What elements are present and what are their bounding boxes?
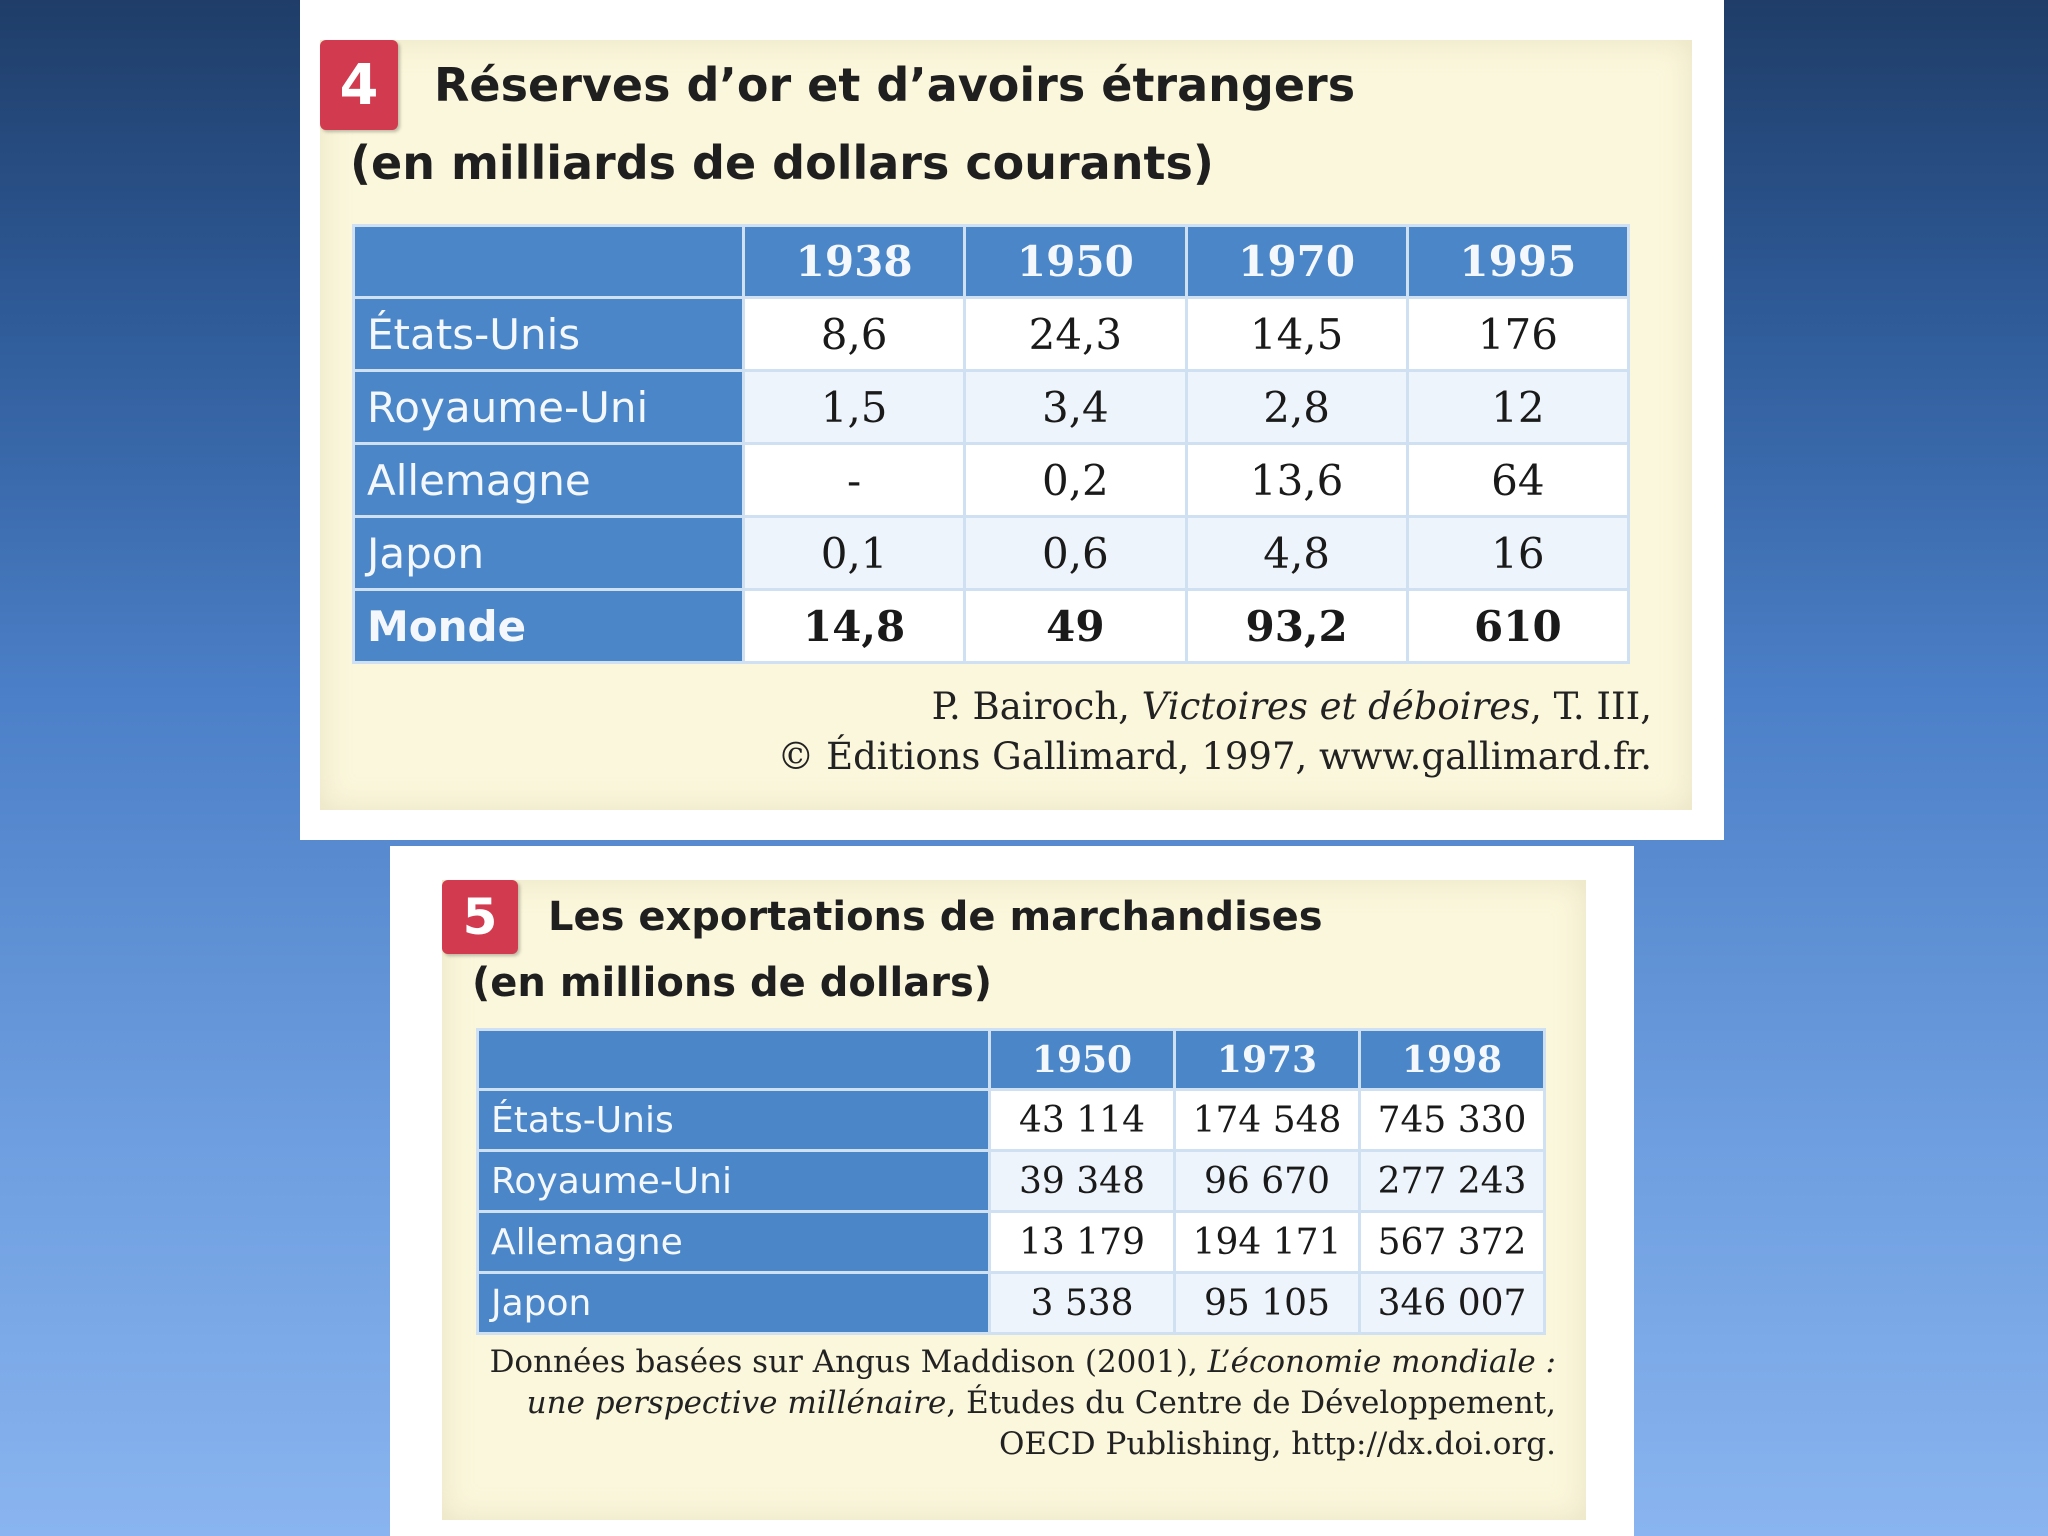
document-4-source xyxy=(777,682,1652,782)
table-corner xyxy=(478,1030,990,1090)
table-row xyxy=(478,1273,1545,1334)
table-row xyxy=(354,371,1629,444)
table-cell: 96 670 xyxy=(1175,1151,1360,1212)
row-label: Japon xyxy=(354,517,744,590)
table-cell: 610 xyxy=(1407,590,1628,663)
table-row xyxy=(354,298,1629,371)
table-cell: 14,8 xyxy=(744,590,965,663)
document-5-source xyxy=(490,1342,1556,1465)
table-row xyxy=(478,1151,1545,1212)
row-label: Royaume-Uni xyxy=(478,1151,990,1212)
table-cell: 194 171 xyxy=(1175,1212,1360,1273)
table-cell: 3,4 xyxy=(965,371,1186,444)
source-line-1 xyxy=(777,682,1652,732)
table-cell: 174 548 xyxy=(1175,1090,1360,1151)
table-cell: - xyxy=(744,444,965,517)
column-header-1950: 1950 xyxy=(965,226,1186,298)
table-cell: 16 xyxy=(1407,517,1628,590)
row-label: Allemagne xyxy=(478,1212,990,1273)
source-line-1 xyxy=(490,1342,1556,1383)
table-cell: 1,5 xyxy=(744,371,965,444)
table-cell: 567 372 xyxy=(1360,1212,1545,1273)
source-line-2: © Éditions Gallimard, 1997, www.gallimard.fr. xyxy=(777,735,1652,778)
document-4-panel xyxy=(300,0,1724,840)
column-header-1973: 1973 xyxy=(1175,1030,1360,1090)
column-header-1995: 1995 xyxy=(1407,226,1628,298)
table-cell: 277 243 xyxy=(1360,1151,1545,1212)
row-label: Monde xyxy=(354,590,744,663)
document-5-subtitle: (en millions de dollars) xyxy=(472,960,993,1006)
table-cell: 8,6 xyxy=(744,298,965,371)
row-label: États-Unis xyxy=(354,298,744,371)
column-header-1938: 1938 xyxy=(744,226,965,298)
source-suffix: , Études du Centre de Développement, xyxy=(946,1385,1556,1421)
source-work-title-part1: L’économie mondiale : xyxy=(1207,1344,1556,1380)
document-5-number-badge: 5 xyxy=(442,880,518,954)
document-4-card xyxy=(320,40,1692,810)
source-line-2 xyxy=(490,1383,1556,1424)
source-prefix: Données basées sur Angus Maddison (2001), xyxy=(489,1344,1208,1380)
table-cell: 64 xyxy=(1407,444,1628,517)
table-cell: 12 xyxy=(1407,371,1628,444)
document-5-card xyxy=(442,880,1586,1520)
row-label: Royaume-Uni xyxy=(354,371,744,444)
table-cell: 346 007 xyxy=(1360,1273,1545,1334)
table-row xyxy=(478,1090,1545,1151)
table-cell: 13,6 xyxy=(1186,444,1407,517)
table-row-total xyxy=(354,590,1629,663)
source-tome: , T. III, xyxy=(1530,685,1652,728)
source-line-3: OECD Publishing, http://dx.doi.org. xyxy=(999,1426,1556,1462)
document-5-panel xyxy=(390,846,1634,1536)
table-cell: 745 330 xyxy=(1360,1090,1545,1151)
table-cell: 0,2 xyxy=(965,444,1186,517)
column-header-1950: 1950 xyxy=(990,1030,1175,1090)
source-author: P. Bairoch, xyxy=(931,685,1142,728)
row-label: Japon xyxy=(478,1273,990,1334)
table-cell: 4,8 xyxy=(1186,517,1407,590)
table-row xyxy=(354,517,1629,590)
row-label: Allemagne xyxy=(354,444,744,517)
table-row xyxy=(478,1212,1545,1273)
table-cell: 39 348 xyxy=(990,1151,1175,1212)
table-cell: 0,1 xyxy=(744,517,965,590)
gold-reserves-table xyxy=(352,224,1630,664)
table-cell: 176 xyxy=(1407,298,1628,371)
table-cell: 24,3 xyxy=(965,298,1186,371)
table-cell: 43 114 xyxy=(990,1090,1175,1151)
table-cell: 3 538 xyxy=(990,1273,1175,1334)
column-header-1970: 1970 xyxy=(1186,226,1407,298)
document-4-title: Réserves d’or et d’avoirs étrangers xyxy=(434,58,1356,112)
column-header-1998: 1998 xyxy=(1360,1030,1545,1090)
table-row xyxy=(354,444,1629,517)
source-work-title-part2: une perspective millénaire xyxy=(526,1385,947,1421)
source-work-title: Victoires et déboires xyxy=(1141,685,1531,728)
table-cell: 2,8 xyxy=(1186,371,1407,444)
merchandise-exports-table xyxy=(476,1028,1546,1335)
table-cell: 13 179 xyxy=(990,1212,1175,1273)
table-corner xyxy=(354,226,744,298)
document-5-title: Les exportations de marchandises xyxy=(548,894,1323,940)
document-4-subtitle: (en milliards de dollars courants) xyxy=(350,136,1214,190)
table-cell: 49 xyxy=(965,590,1186,663)
table-cell: 93,2 xyxy=(1186,590,1407,663)
document-4-number-badge: 4 xyxy=(320,40,398,130)
table-cell: 14,5 xyxy=(1186,298,1407,371)
table-cell: 95 105 xyxy=(1175,1273,1360,1334)
table-cell: 0,6 xyxy=(965,517,1186,590)
row-label: États-Unis xyxy=(478,1090,990,1151)
